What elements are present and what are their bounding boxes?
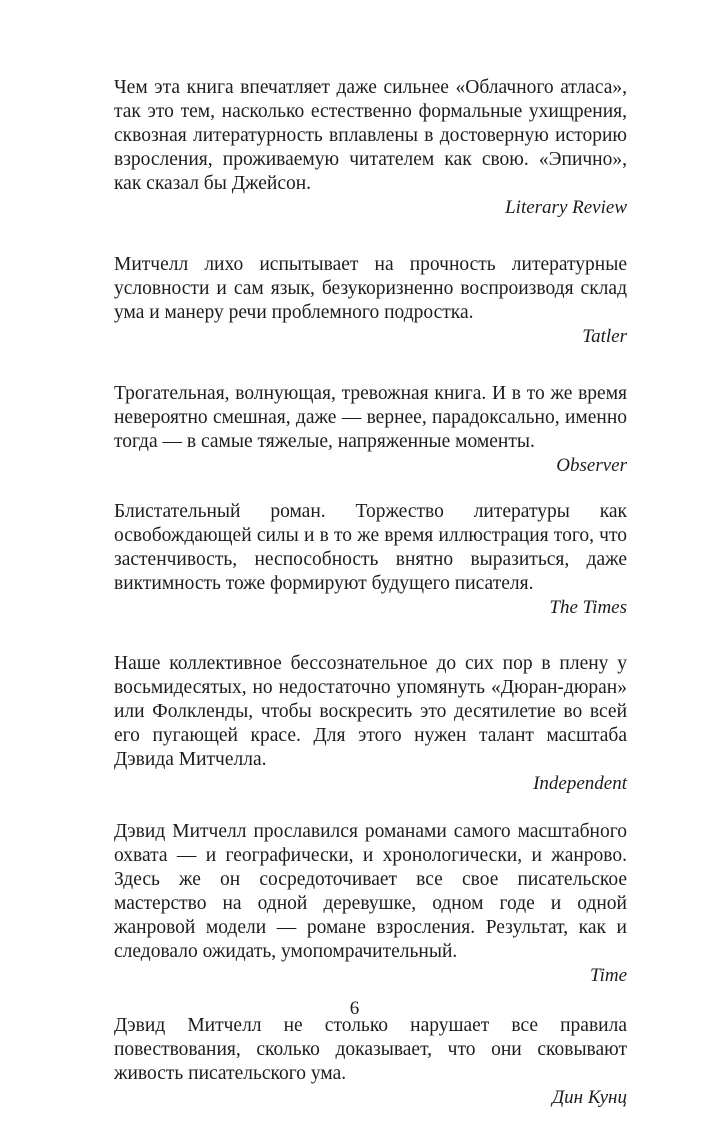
- review-dean-koontz: [114, 1014, 627, 1110]
- review-observer: [114, 382, 627, 478]
- review-text: Наше коллективное бессознательное до сих пор в плену у восьмидесятых, но недостаточно упомянуть «Дюран-дюран» или Фолкленды, чтобы воскресить это десятилетие во всей его пугающей красе. Для этого нужен талант масштаба Дэвида Митчелла.: [114, 653, 627, 770]
- review-the-times: [114, 500, 627, 620]
- review-independent: [114, 652, 627, 796]
- reviews-page: [114, 76, 627, 1110]
- review-time: [114, 820, 627, 988]
- review-text: Дэвид Митчелл не столько нарушает все правила повествования, сколько доказывает, что они сковывают живость писательского ума.: [114, 1015, 627, 1084]
- review-source: Observer: [556, 455, 627, 476]
- review-source: Tatler: [582, 326, 627, 347]
- review-text: Трогательная, волнующая, тревожная книга. И в то же время невероятно смешная, даже — вернее, парадоксально, именно тогда — в самые тяжелые, напряженные моменты.: [114, 383, 627, 452]
- review-source: Time: [590, 965, 627, 986]
- review-source: Independent: [533, 773, 627, 794]
- review-tatler: [114, 253, 627, 349]
- review-source: The Times: [549, 597, 627, 618]
- page-number: 6: [349, 998, 360, 1019]
- review-text: Блистательный роман. Торжество литературы как освобождающей силы и в то же время иллюстрация того, что застенчивость, неспособность внятно выразиться, даже виктимность тоже формируют будущего писателя.: [114, 501, 627, 594]
- review-source: Literary Review: [505, 197, 627, 218]
- review-source: Дин Кунц: [552, 1087, 627, 1108]
- review-literary-review: [114, 76, 627, 220]
- review-text: Дэвид Митчелл прославился романами самого масштабного охвата — и географически, и хронологически, и жанрово. Здесь же он сосредоточивает все свое писательское мастерство на одной деревушке, одном годе и одной жанровой модели — романе взросления. Результат, как и следовало ожидать, умопомрачительный.: [114, 821, 627, 962]
- review-text: Митчелл лихо испытывает на прочность литературные условности и сам язык, безукоризненно воспроизводя склад ума и манеру речи проблемного подростка.: [114, 254, 627, 323]
- review-text: Чем эта книга впечатляет даже сильнее «Облачного атласа», так это тем, насколько естественно формальные ухищрения, сквозная литературность вплавлены в достоверную историю взросления, проживаемую читателем как свою. «Эпично», как сказал бы Джейсон.: [114, 77, 627, 194]
